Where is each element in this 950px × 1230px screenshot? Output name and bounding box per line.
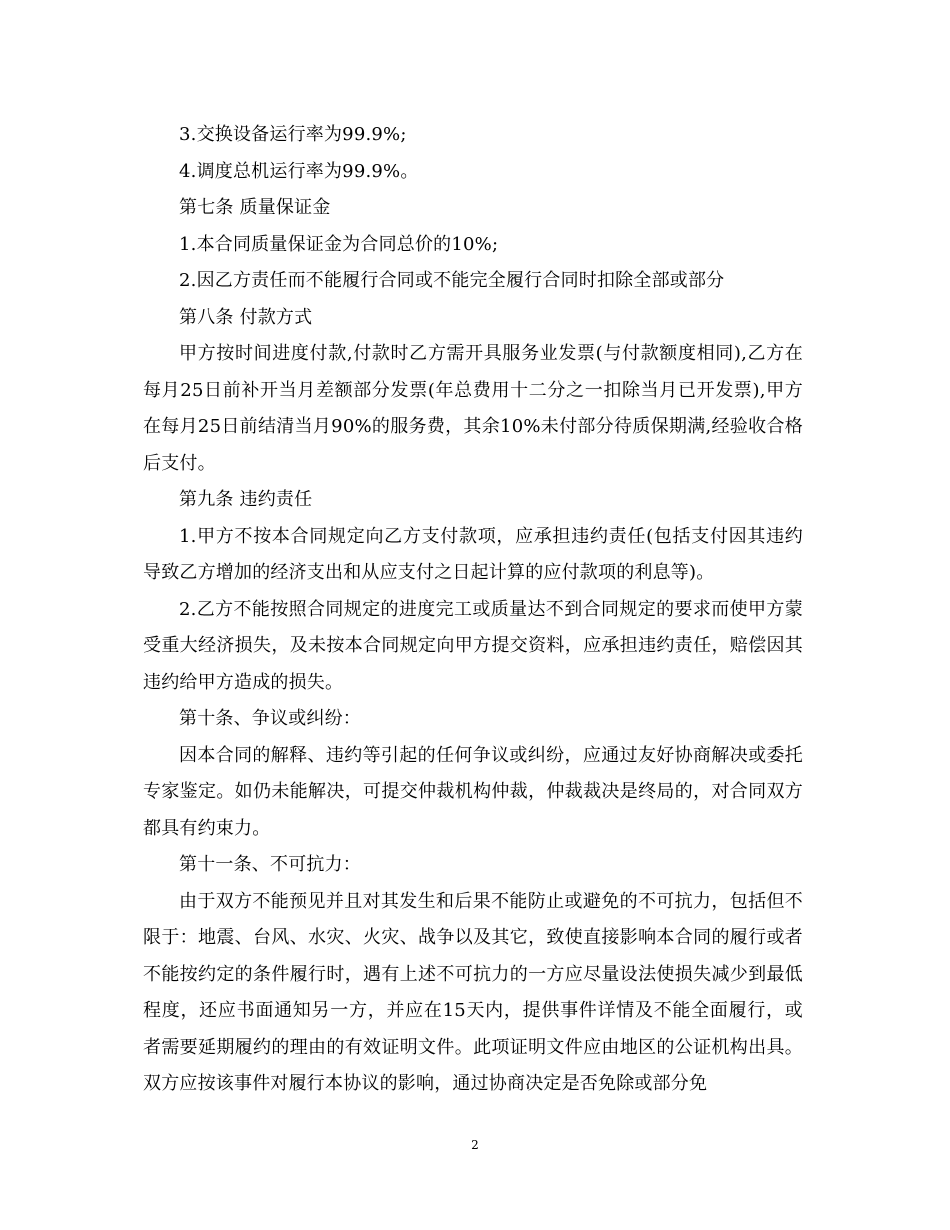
article-11-body: 由于双方不能预见并且对其发生和后果不能防止或避免的不可抗力，包括但不限于：地震、台风、水灾、火灾、战争以及其它，致使直接影响本合同的履行或者不能按约定的条件履行时，遇有上述不可抗力的一方应尽量设法使损失减少到最低程度，还应书面通知另一方，并应在15天内，提供事件详情及不能全面履行，或者需要延期履约的理由的有效证明文件。此项证明文件应由地区的公证机构出具。双方应按该事件对履行本协议的影响，通过协商决定是否免除或部分免 <box>143 890 803 1094</box>
article-9-heading: 第九条 违约责任 <box>179 489 313 510</box>
quality-item-3: 3.交换设备运行率为99.9%; <box>179 124 407 145</box>
article-7-heading: 第七条 质量保证金 <box>179 197 331 218</box>
page-number: 2 <box>471 1138 479 1152</box>
article-8-heading: 第八条 付款方式 <box>179 306 313 328</box>
article-9-item-1: 1.甲方不按本合同规定向乙方支付款项，应承担违约责任(包括支付因其违约导致乙方增加的经济支出和从应支付之日起计算的应付款项的利息等)。 <box>143 525 803 583</box>
article-7-item-2: 2.因乙方责任而不能履行合同或不能完全履行合同时扣除全部或部分 <box>179 270 725 291</box>
article-7-item-1: 1.本合同质量保证金为合同总价的10%; <box>179 233 499 255</box>
quality-item-4: 4.调度总机运行率为99.9%。 <box>179 160 419 182</box>
article-8-body: 甲方按时间进度付款,付款时乙方需开具服务业发票(与付款额度相同),乙方在每月25日前补开当月差额部分发票(年总费用十二分之一扣除当月已开发票),甲方在每月25日前结清当月90%的服务费，其余10%未付部分待质保期满,经验收合格后支付。 <box>143 343 803 474</box>
document-body <box>143 117 803 1103</box>
article-10-heading: 第十条、争议或纠纷： <box>179 708 361 729</box>
article-9-item-2: 2.乙方不能按照合同规定的进度完工或质量达不到合同规定的要求而使甲方蒙受重大经济损失，及未按本合同规定向甲方提交资料，应承担违约责任，赔偿因其违约给甲方造成的损失。 <box>143 598 803 693</box>
article-11-heading: 第十一条、不可抗力： <box>179 854 361 875</box>
article-10-body: 因本合同的解释、违约等引起的任何争议或纠纷，应通过友好协商解决或委托专家鉴定。如仍未能解决，可提交仲裁机构仲裁，仲裁裁决是终局的，对合同双方都具有约束力。 <box>143 744 803 839</box>
